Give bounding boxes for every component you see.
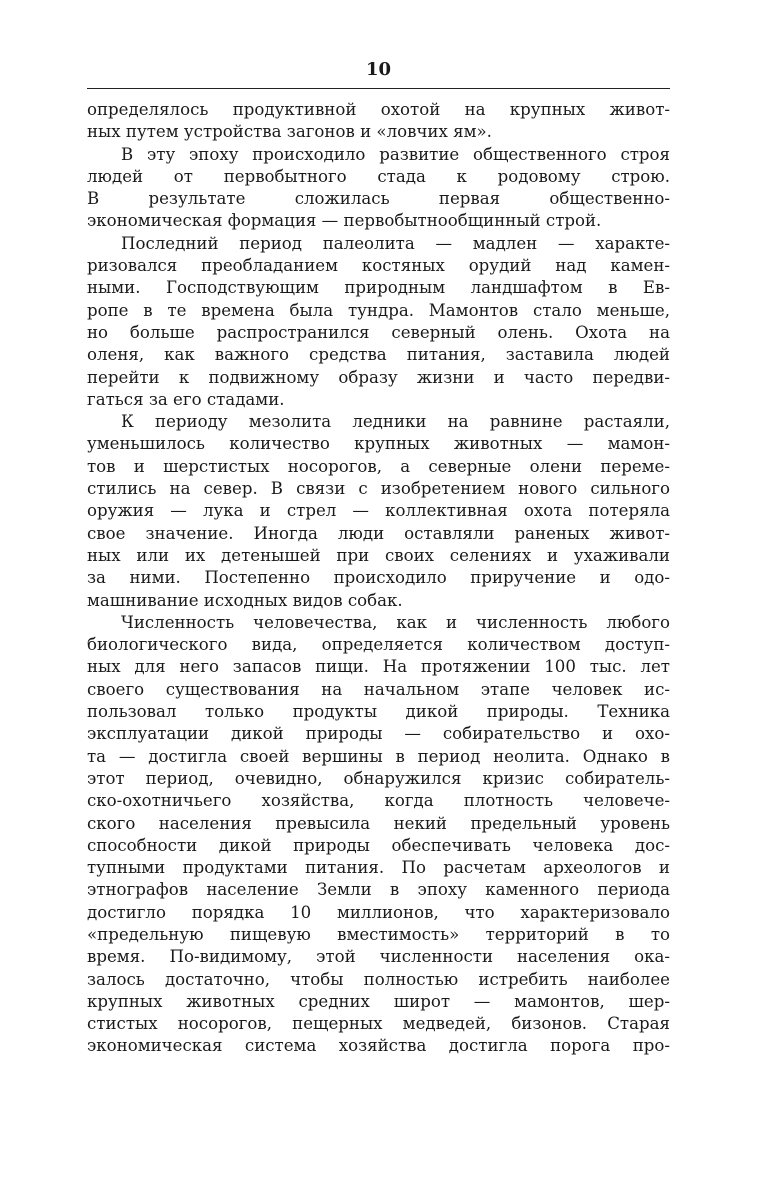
text-line: оружия — лука и стрел — коллективная охота потеряла [87,501,670,521]
header-rule [87,88,670,89]
text-line: пользовал только продукты дикой природы. Техника [87,702,670,722]
text-line: стились на север. В связи с изобретением нового сильного [87,479,670,499]
text-line: ско-охотничьего хозяйства, когда плотность человече- [87,791,670,811]
text-line: эксплуатации дикой природы — собирательство и охо- [87,724,670,744]
text-line: та — достигла своей вершины в период неолита. Однако в [87,746,670,766]
text-line: тупными продуктами питания. По расчетам археологов и [87,858,670,878]
text-line: свое значение. Иногда люди оставляли раненых живот- [87,523,670,543]
text-line: уменьшилось количество крупных животных — мамон- [87,434,670,454]
text-line: способности дикой природы обеспечивать человека дос- [87,835,670,855]
text-line: за ними. Постепенно происходило приручение и одо- [87,568,670,588]
text-line: время. По-видимому, этой численности населения ока- [87,947,670,967]
text-line: ных путем устройства загонов и «ловчих ям». [87,122,492,142]
text-line: крупных животных средних широт — мамонтов, шер- [87,991,670,1011]
page-number: 10 [365,59,392,80]
text-line: В результате сложилась первая общественно- [87,189,670,209]
text-line: экономическая система хозяйства достигла порога про- [87,1036,670,1056]
paragraph [87,99,670,144]
text-line: ропе в те времена была тундра. Мамонтов стало меньше, [87,300,670,320]
text-line: биологического вида, определяется количеством доступ- [87,635,670,655]
text-line: ных или их детенышей при своих селениях и ухаживали [87,545,670,565]
paragraph [87,612,670,1058]
text-line: перейти к подвижному образу жизни и часто передви- [87,367,670,387]
text-line: этот период, очевидно, обнаружился кризис собиратель- [87,768,670,788]
text-line: Последний период палеолита — мадлен — характе- [121,233,670,253]
text-line: определялось продуктивной охотой на крупных живот- [87,100,670,119]
text-line: ных для него запасов пищи. На протяжении 100 тыс. лет [87,657,670,677]
text-line: оленя, как важного средства питания, заставила людей [87,345,670,365]
text-line: залось достаточно, чтобы полностью истребить наиболее [87,969,670,989]
text-line: тов и шерстистых носорогов, а северные олени переме- [87,456,670,476]
text-line: ского населения превысила некий предельный уровень [87,813,670,833]
text-line: К периоду мезолита ледники на равнине растаяли, [121,412,670,432]
text-line: но больше распространился северный олень. Охота на [87,322,670,342]
text-line: «предельную пищевую вместимость» территорий в то [87,924,670,944]
paragraph [87,144,670,233]
text-line: своего существования на начальном этапе человек ис- [87,679,670,699]
text-line: ризовался преобладанием костяных орудий над камен- [87,256,670,276]
text-line: гаться за его стадами. [87,389,285,409]
text-line: людей от первобытного стада к родовому строю. [87,166,670,186]
text-line: стистых носорогов, пещерных медведей, бизонов. Старая [87,1014,670,1034]
text-line: этнографов население Земли в эпоху каменного периода [87,880,670,900]
body-text [87,99,670,1058]
text-line: достигло порядка 10 миллионов, что характеризовало [87,902,670,922]
text-line: Численность человечества, как и численность любого [121,612,670,632]
text-line: В эту эпоху происходило развитие общественного строя [121,144,670,164]
text-line: ными. Господствующим природным ландшафтом в Ев- [87,278,670,298]
paragraph [87,233,670,411]
paragraph [87,411,670,612]
text-line: экономическая формация — первобытнообщинный строй. [87,211,602,231]
text-line: машнивание исходных видов собак. [87,590,403,610]
